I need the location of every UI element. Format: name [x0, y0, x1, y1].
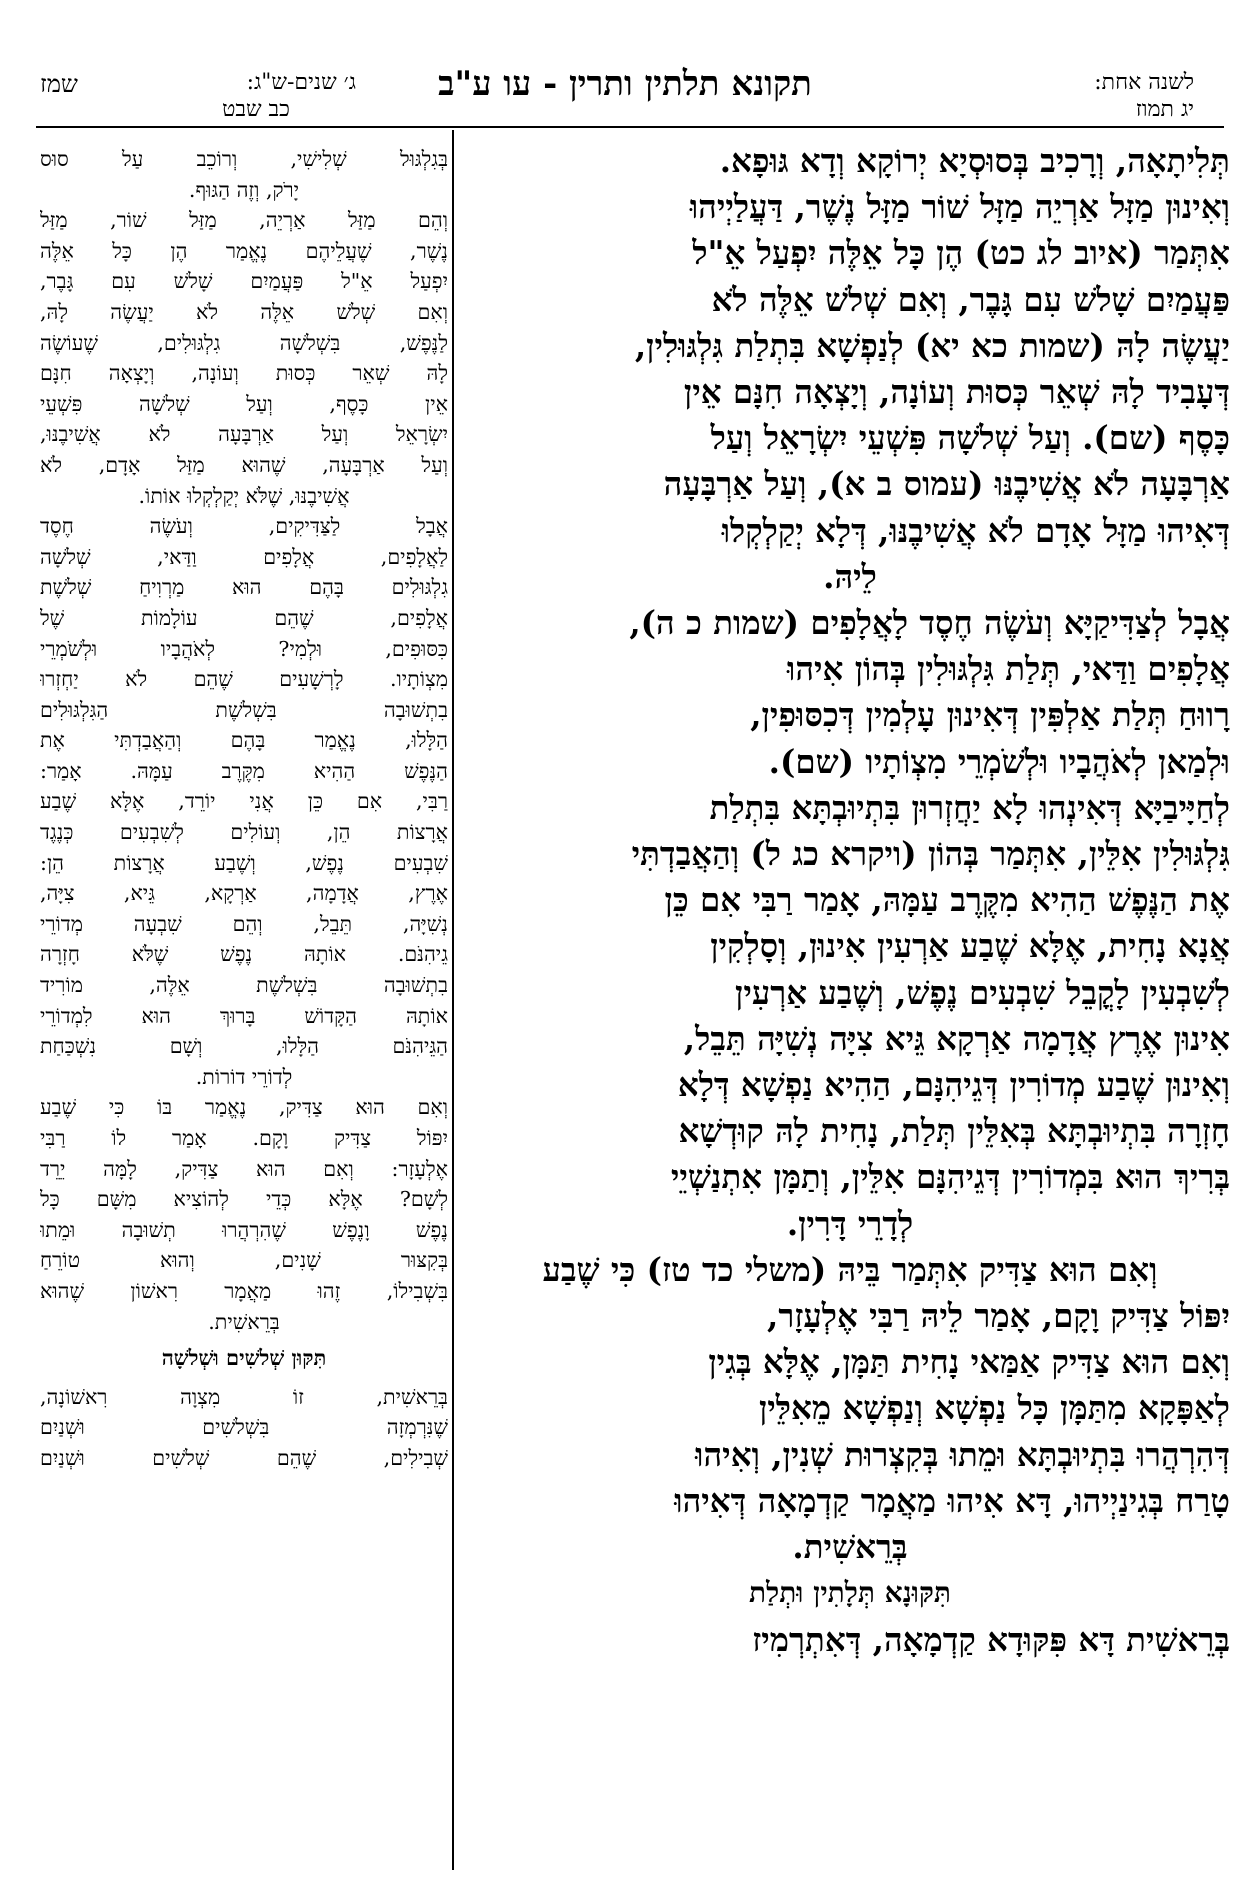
main-text-line: וּלְמַאן לְאֹהֲבָיו וּלְשֹׁמְרֵי מִצְוֹתָיו (שם).: [768, 741, 1230, 781]
commentary-line: לְשָׁם? אֶלָּא כְּדֵי לְהוֹצִיא מִשָּׁם כָּל: [40, 1187, 448, 1212]
main-text-line: לֵיהּ.: [823, 556, 877, 596]
main-text-line: דְּעָבִיד לָהּ שְׁאֵר כְּסוּת וְעוֹנָה, וְיָצְאָה חִנָּם אֵין: [683, 372, 1230, 412]
commentary-line: כִּסּוּפִים, וּלְמִי? לְאֹהֲבָיו וּלְשֹׁמְרֵי: [40, 636, 448, 661]
commentary-line: הַנֶּפֶשׁ הַהִיא מִקֶּרֶב עַמָּהּ. אָמַר:: [40, 758, 448, 783]
commentary-line: וְאִם שְׁלשׁ אֵלֶּה לֹא יַעֲשֶׂה לָהּ,: [40, 299, 448, 324]
commentary-line: לָהּ שְׁאֵר כְּסוּת וְעוֹנָה, וְיָצְאָה חִנָּם: [40, 361, 448, 386]
header-right-note: [994, 70, 1194, 124]
commentary-line: יָרֹק, וְזֶה הַגּוּף.: [188, 177, 300, 202]
commentary-line: אֶלְעָזָר: וְאִם הוּא צַדִּיק, לָמָּה יֵרֵד: [40, 1156, 448, 1181]
main-text-line: פַּעֲמַיִם שָׁלשׁ עִם גָּבֶר, וְאִם שְׁלשׁ אֵלֶּה לֹא: [711, 279, 1230, 319]
main-text-line: לְדָרֵי דָּרִין.: [786, 1203, 914, 1243]
page-number: שמז: [40, 70, 78, 98]
main-text-line: אֶת הַנֶּפֶשׁ הַהִיא מִקֶּרֶב עַמָּהּ, אָמַר רַבִּי אִם כֵּן: [664, 880, 1230, 920]
main-text-line: תְּלִיתָאָה, וְרָכִיב בְּסוּסְיָא יְרוֹקָא וְדָא גּוּפָא.: [719, 141, 1230, 180]
schedule-label-one-year: לשנה אחת:: [1094, 70, 1194, 95]
main-text-line: אֲנָא נָחִית, אֶלָּא שֶׁבַע אַרְעִין אִינוּן, וְסָלְקִין: [710, 926, 1230, 966]
commentary-column: [40, 144, 448, 1874]
commentary-line: מִצְוֹתָיו. לָרְשָׁעִים שֶׁהֵם לֹא יַחְזְרוּ: [40, 667, 448, 692]
main-text-line: בְּרֵאשִׁית.: [792, 1527, 908, 1567]
main-text-line: יִפּוֹל צַדִּיק וָקָם, אָמַר לֵיהּ רַבִּי אֶלְעָזָר,: [767, 1296, 1230, 1336]
commentary-line: שֶׁנִּרְמְזָה בִּשְׁלשִׁים וּשְׁנַיִם: [40, 1415, 448, 1440]
main-text-line: כָּסֶף (שם). וְעַל שְׁלשָׁה פִּשְׁעֵי יִשְׂרָאֵל וְעַל: [710, 418, 1230, 458]
commentary-line: בְּרֵאשִׁית.: [208, 1309, 280, 1334]
schedule-date-one-year: יג תמוז: [1135, 97, 1194, 122]
commentary-line: גֵיהִנֹּם. אוֹתָהּ נֶפֶשׁ שֶׁלֹּא חָזְרָה: [40, 942, 448, 967]
main-text-line: וְאִינוּן מַזָּל אַרְיֵה מַזָּל שׁוֹר מַזָּל נֶשֶׁר, דַּעֲלַיְיהוּ: [689, 187, 1230, 227]
main-text-line: אִתְּמַר (איוב לג כט) הֶן כָּל אֵלֶּה יִפְעַל אֵ"ל: [692, 233, 1230, 273]
commentary-line: בִתְשׁוּבָה בִּשְׁלשֶׁת הַגִּלְגּוּלִים: [40, 697, 448, 722]
commentary-line: נְשִׁיָּה, תֵּבֵל, וְהֵם שִׁבְעָה מְדוֹרֵי: [40, 911, 448, 936]
commentary-line: בִּשְׁבִילוֹ, זֶהוּ מַאֲמָר רִאשׁוֹן שֶׁהוּא: [40, 1278, 448, 1303]
main-text-line: וְאִם הוּא צַדִּיק אַמַּאי נָחִית תַּמָּן, אֶלָּא בְּגִין: [708, 1342, 1230, 1382]
main-text-line: דְּהִרְהֲרוּ בִּתְיוּבְתָּא וּמֵתוּ בְּקִצְרוּת שְׁנִין, וְאִיהוּ: [695, 1434, 1230, 1474]
main-text-line: בְּרִיךְ הוּא בִּמְדוֹרִין דְּגֵיהִנָּם אִלֵּין, וְתַמָּן אִתְנַשְׁיֵי: [670, 1157, 1230, 1197]
commentary-line: גִלְגּוּלִים בָּהֶם הוּא מַרְוִיחַ שְׁלשֶׁת: [40, 575, 448, 600]
commentary-line: אֲרָצוֹת הֵן, וְעוֹלִים לְשִׁבְעִים כְּנֶגֶד: [40, 820, 448, 845]
schedule-label-three-years: ג׳ שנים-ש"ג:: [246, 70, 356, 95]
main-text-line: אֲלָפִים וַדַּאי, תְּלַת גִּלְגּוּלִין בְּהוֹן אִיהוּ: [787, 649, 1230, 689]
commentary-line: יִפּוֹל צַדִּיק וָקָם. אָמַר לוֹ רַבִּי: [40, 1126, 448, 1150]
main-text-line: לְחַיָּיבַיָּא דְּאִינְהוּ לָא יַחֲזְרוּן בִּתְיוּבְתָּא בִּתְלַת: [709, 787, 1230, 827]
commentary-line: תִּקּוּן שְׁלשִׁים וּשְׁלשָׁה: [161, 1345, 327, 1371]
commentary-line: אֶרֶץ, אֲדָמָה, אַרְקָא, גֵּיא, צִיָּה,: [40, 881, 448, 906]
commentary-line: הַלָּלוּ, נֶאֱמַר בָּהֶם וְהַאֲבַדְתִּי אֶת: [40, 728, 448, 753]
main-text-line: אִינוּן אֶרֶץ אֲדָמָה אַרְקָא גֵּיא צִיָּה נְשִׁיָּה תֵּבֵל,: [683, 1018, 1230, 1058]
commentary-line: וְהֵם מַזַּל אַרְיֵה, מַזַּל שׁוֹר, מַזַּל: [40, 208, 448, 233]
commentary-line: וְעַל אַרְבָּעָה, שֶׁהוּא מַזַּל אָדָם, לֹא: [40, 452, 448, 477]
main-text-line: וְאִם הוּא צַדִּיק אִתְּמַר בֵּיהּ (משלי כד טז) כִּי שֶׁבַע: [542, 1249, 1158, 1289]
commentary-line: רַבִּי, אִם כֵּן אֲנִי יוֹרֵד, אֶלָּא שֶׁבַע: [40, 789, 448, 814]
commentary-line: יִשְׂרָאֵל וְעַל אַרְבָּעָה לֹא אֲשִׁיבֶנּוּ,: [40, 422, 448, 447]
commentary-line: נֶשֶׁר, שֶׁעֲלֵיהֶם נֶאֱמַר הֶן כָּל אֵלֶּה: [40, 238, 448, 263]
commentary-line: אוֹתָהּ הַקָּדוֹשׁ בָּרוּךְ הוּא לִמְדוֹרֵי: [40, 1003, 448, 1028]
main-text-line: דְּאִיהוּ מַזָּל אָדָם לֹא אֲשִׁיבֶנּוּ, דְּלָא יְקַלְקְלוּ: [721, 510, 1230, 550]
main-text-line: רָווּחַ תְּלַת אַלְפִּין דְּאִינוּן עָלְמִין דְּכִסּוּפִין,: [750, 695, 1230, 735]
commentary-line: יִפְעַל אֵ"ל פַּעֲמַיִם שָׁלשׁ עִם גָּבֶר,: [40, 269, 448, 294]
main-text-line: לְשִׁבְעִין לָקֳבֵל שִׁבְעִים נֶפֶשׁ, וְשֶׁבַע אַרְעִין: [735, 972, 1230, 1012]
commentary-line: בְּקִצּוּר שָׁנִים, וְהוּא טוֹרֵחַ: [40, 1248, 448, 1273]
schedule-date-three-years: כב שבט: [222, 97, 290, 122]
page-title: תקונא תלתין ותרין - עו ע"ב: [438, 64, 812, 104]
main-text-line: אֲבָל לְצַדִּיקַיָּא וְעֹשֶׂה חֶסֶד לָאֲלָפִים (שמות כ ה),: [629, 603, 1230, 643]
commentary-line: לְדוֹרֵי דוֹרוֹת.: [195, 1064, 293, 1089]
column-divider: [452, 130, 454, 1870]
main-text-line: לְאַפָּקָא מִתַּמָּן כָּל נַפְשָׁא וְנַפְשָׁא מֵאִלֵּין: [758, 1388, 1230, 1428]
commentary-line: נֶפֶשׁ וָנֶפֶשׁ שֶׁהִרְהֲרוּ תְשׁוּבָה וּמֵתוּ: [40, 1217, 448, 1242]
main-text-line: בְּרֵאשִׁית דָּא פִּקּוּדָא קַדְמָאָה, דְּאִתְרְמִיז: [752, 1619, 1230, 1659]
main-text-line: תִּקּוּנָא תְּלָתִין וּתְלַת: [749, 1576, 951, 1610]
main-text-column: [470, 138, 1230, 1878]
main-text-line: חָזְרָה בִּתְיוּבְתָּא בְּאִלֵּין תְּלַת, נָחִית לָהּ קוּדְשָׁא: [678, 1111, 1230, 1151]
commentary-line: אֲשִׁיבֶנּוּ, שֶׁלֹּא יְקַלְקְלוּ אוֹתוֹ.: [138, 483, 350, 508]
main-text-line: יַעֲשֶׂה לָהּ (שמות כא יא) לְנַפְשָׁא בִּתְלַת גִּלְגּוּלִין,: [634, 325, 1230, 365]
header-left-note: [156, 70, 356, 124]
main-text-line: וְאִינוּן שֶׁבַע מְדוֹרִין דְּגֵיהִנָּם, הַהִיא נַפְשָׁא דְּלָא: [677, 1065, 1230, 1105]
commentary-line: הַגֵּיהִנֹּם הַלָּלוּ, וְשָׁם נִשְׁכַּחַת: [40, 1034, 448, 1059]
commentary-line: לַנֶּפֶשׁ, בִּשְׁלשָׁה גִלְגּוּלִים, שֶׁעוֹשֶׂה: [40, 330, 448, 355]
commentary-line: אֲלָפִים, שֶׁהֵם עוֹלָמוֹת שֶׁל: [40, 605, 448, 630]
commentary-line: שִׁבְעִים נֶפֶשׁ, וְשֶׁבַע אֲרָצוֹת הֵן:: [40, 850, 448, 875]
commentary-line: אֵין כָּסֶף, וְעַל שְׁלשָׁה פִּשְׁעֵי: [40, 391, 448, 416]
header-divider: [36, 126, 1224, 128]
commentary-line: וְאִם הוּא צַדִּיק, נֶאֱמַר בּוֹ כִּי שֶׁבַע: [40, 1095, 448, 1120]
commentary-line: שְׁבִילִים, שֶׁהֵם שְׁלשִׁים וּשְׁנַיִם: [40, 1445, 448, 1470]
main-text-line: טָרַח בְּגִינַיְיהוּ, דָּא אִיהוּ מַאֲמָר קַדְמָאָה דְּאִיהוּ: [674, 1480, 1230, 1520]
main-text-line: אַרְבָּעָה לֹא אֲשִׁיבֶנּוּ (עמוס ב א), וְעַל אַרְבָּעָה: [663, 464, 1230, 504]
main-text-line: גִּלְגּוּלִין אִלֵּין, אִתְּמַר בְּהוֹן (ויקרא כג ל) וְהַאֲבַדְתִּי: [631, 834, 1230, 874]
commentary-line: לַאֲלָפִים, אֲלָפִים וַדַּאי, שְׁלשָׁה: [40, 544, 448, 569]
commentary-line: בְּגִלְגּוּל שְׁלִישִׁי, וְרוֹכֵב עַל סוּס: [40, 147, 448, 171]
commentary-line: אֲבָל לַצַּדִּיקִים, וְעֹשֶׂה חֶסֶד: [40, 514, 448, 539]
commentary-line: בִתְשׁוּבָה בִּשְׁלשֶׁת אֵלֶּה, מוֹרִיד: [40, 973, 448, 998]
commentary-line: בְּרֵאשִׁית, זוֹ מִצְוָה רִאשׁוֹנָה,: [40, 1384, 448, 1409]
